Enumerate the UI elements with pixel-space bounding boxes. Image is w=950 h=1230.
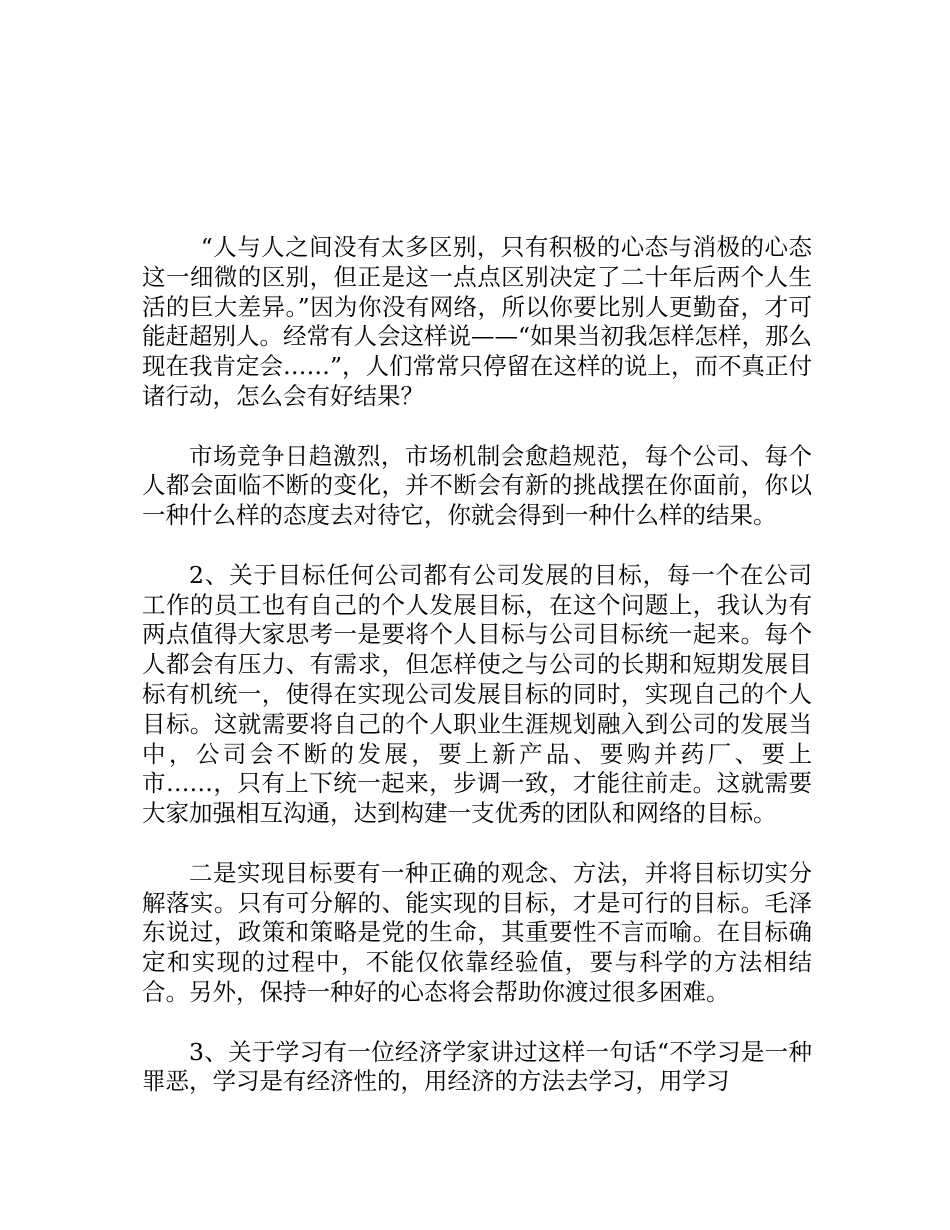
document-body	[142, 233, 812, 1127]
paragraph-mindset: “人与人之间没有太多区别，只有积极的心态与消极的心态这一细微的区别，但正是这一点点区别决定了二十年后两个人生活的巨大差异。”因为你没有网络，所以你要比别人更勤奋，才可能赶超别人。经常有人会这样说——“如果当初我怎样怎样，那么现在我肯定会……”，人们常常只停留在这样的说上，而不真正付诸行动，怎么会有好结果？	[142, 233, 813, 410]
paragraph-goals: 2、关于目标任何公司都有公司发展的目标，每一个在公司工作的员工也有自己的个人发展目标，在这个问题上，我认为有两点值得大家思考一是要将个人目标与公司目标统一起来。每个人都会有压力、有需求，但怎样使之与公司的长期和短期发展目标有机统一，使得在实现公司发展目标的同时，实现自己的个人目标。这就需要将自己的个人职业生涯规划融入到公司的发展当中，公司会不断的发展，要上新产品、要购并药厂、要上市……，只有上下统一起来，步调一致，才能往前走。这就需要大家加强相互沟通，达到构建一支优秀的团队和网络的目标。	[142, 560, 812, 828]
paragraph-goal-method: 二是实现目标要有一种正确的观念、方法，并将目标切实分解落实。只有可分解的、能实现的目标，才是可行的目标。毛泽东说过，政策和策略是党的生命，其重要性不言而喻。在目标确定和实现的过程中，不能仅依靠经验值，要与科学的方法相结合。另外，保持一种好的心态将会帮助你渡过很多困难。	[142, 858, 812, 1006]
paragraph-market-competition: 市场竞争日趋激烈，市场机制会愈趋规范，每个公司、每个人都会面临不断的变化，并不断会有新的挑战摆在你面前，你以一种什么样的态度去对待它，你就会得到一种什么样的结果。	[142, 441, 812, 530]
paragraph-learning: 3、关于学习有一位经济学家讲过这样一句话“不学习是一种罪恶，学习是有经济性的，用经济的方法去学习，用学习	[142, 1037, 812, 1096]
